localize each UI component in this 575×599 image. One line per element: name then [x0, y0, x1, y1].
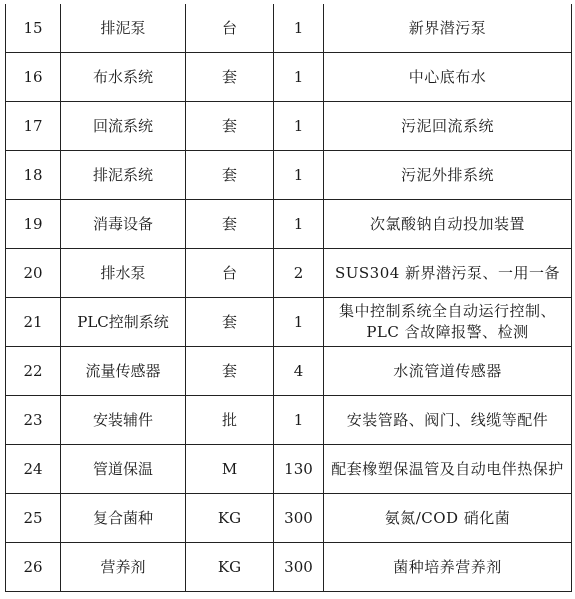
- cell-unit: 批: [186, 396, 274, 445]
- cell-unit: KG: [186, 494, 274, 543]
- cell-unit: 套: [186, 53, 274, 102]
- cell-name: 回流系统: [61, 102, 186, 151]
- cell-qty: 300: [274, 543, 324, 592]
- table-row: [6, 151, 572, 200]
- cell-name: 安装辅件: [61, 396, 186, 445]
- cell-remark: 新界潜污泵: [324, 4, 572, 53]
- cell-remark: 水流管道传感器: [324, 347, 572, 396]
- table-row: [6, 396, 572, 445]
- cell-remark: 集中控制系统全自动运行控制、PLC 含故障报警、检测: [324, 298, 572, 347]
- cell-unit: M: [186, 445, 274, 494]
- cell-remark: 菌种培养营养剂: [324, 543, 572, 592]
- table-row: [6, 347, 572, 396]
- cell-no: 23: [6, 396, 61, 445]
- cell-remark: 中心底布水: [324, 53, 572, 102]
- cell-no: 22: [6, 347, 61, 396]
- cell-no: 21: [6, 298, 61, 347]
- cell-unit: 套: [186, 102, 274, 151]
- cell-no: 16: [6, 53, 61, 102]
- table-row: [6, 494, 572, 543]
- cell-qty: 1: [274, 4, 324, 53]
- cell-no: 19: [6, 200, 61, 249]
- cell-name: 排泥泵: [61, 4, 186, 53]
- table-row: [6, 4, 572, 53]
- cell-unit: KG: [186, 543, 274, 592]
- cell-no: 20: [6, 249, 61, 298]
- cell-unit: 台: [186, 249, 274, 298]
- equipment-table: [5, 4, 572, 592]
- cell-no: 18: [6, 151, 61, 200]
- cell-name: 消毒设备: [61, 200, 186, 249]
- equipment-table-body: [6, 4, 572, 592]
- cell-qty: 300: [274, 494, 324, 543]
- cell-name: 排水泵: [61, 249, 186, 298]
- cell-name: 布水系统: [61, 53, 186, 102]
- cell-qty: 4: [274, 347, 324, 396]
- table-row: [6, 53, 572, 102]
- cell-qty: 1: [274, 102, 324, 151]
- cell-remark: 安装管路、阀门、线缆等配件: [324, 396, 572, 445]
- cell-no: 25: [6, 494, 61, 543]
- cell-name: 流量传感器: [61, 347, 186, 396]
- cell-no: 17: [6, 102, 61, 151]
- cell-unit: 套: [186, 347, 274, 396]
- cell-no: 26: [6, 543, 61, 592]
- cell-name: 复合菌种: [61, 494, 186, 543]
- cell-remark: 氨氮/COD 硝化菌: [324, 494, 572, 543]
- cell-remark: 污泥回流系统: [324, 102, 572, 151]
- cell-no: 15: [6, 4, 61, 53]
- cell-unit: 台: [186, 4, 274, 53]
- cell-qty: 1: [274, 200, 324, 249]
- cell-name: 排泥系统: [61, 151, 186, 200]
- table-row: [6, 543, 572, 592]
- table-row: [6, 200, 572, 249]
- table-row: [6, 249, 572, 298]
- cell-name: PLC控制系统: [61, 298, 186, 347]
- cell-no: 24: [6, 445, 61, 494]
- cell-unit: 套: [186, 298, 274, 347]
- cell-qty: 1: [274, 151, 324, 200]
- table-row: [6, 298, 572, 347]
- cell-qty: 1: [274, 53, 324, 102]
- cell-qty: 1: [274, 298, 324, 347]
- table-row: [6, 445, 572, 494]
- cell-name: 管道保温: [61, 445, 186, 494]
- cell-qty: 2: [274, 249, 324, 298]
- cell-remark: 次氯酸钠自动投加装置: [324, 200, 572, 249]
- cell-name: 营养剂: [61, 543, 186, 592]
- table-row: [6, 102, 572, 151]
- cell-unit: 套: [186, 151, 274, 200]
- cell-unit: 套: [186, 200, 274, 249]
- cell-remark: SUS304 新界潜污泵、一用一备: [324, 249, 572, 298]
- cell-qty: 1: [274, 396, 324, 445]
- cell-remark: 配套橡塑保温管及自动电伴热保护: [324, 445, 572, 494]
- cell-remark: 污泥外排系统: [324, 151, 572, 200]
- cell-qty: 130: [274, 445, 324, 494]
